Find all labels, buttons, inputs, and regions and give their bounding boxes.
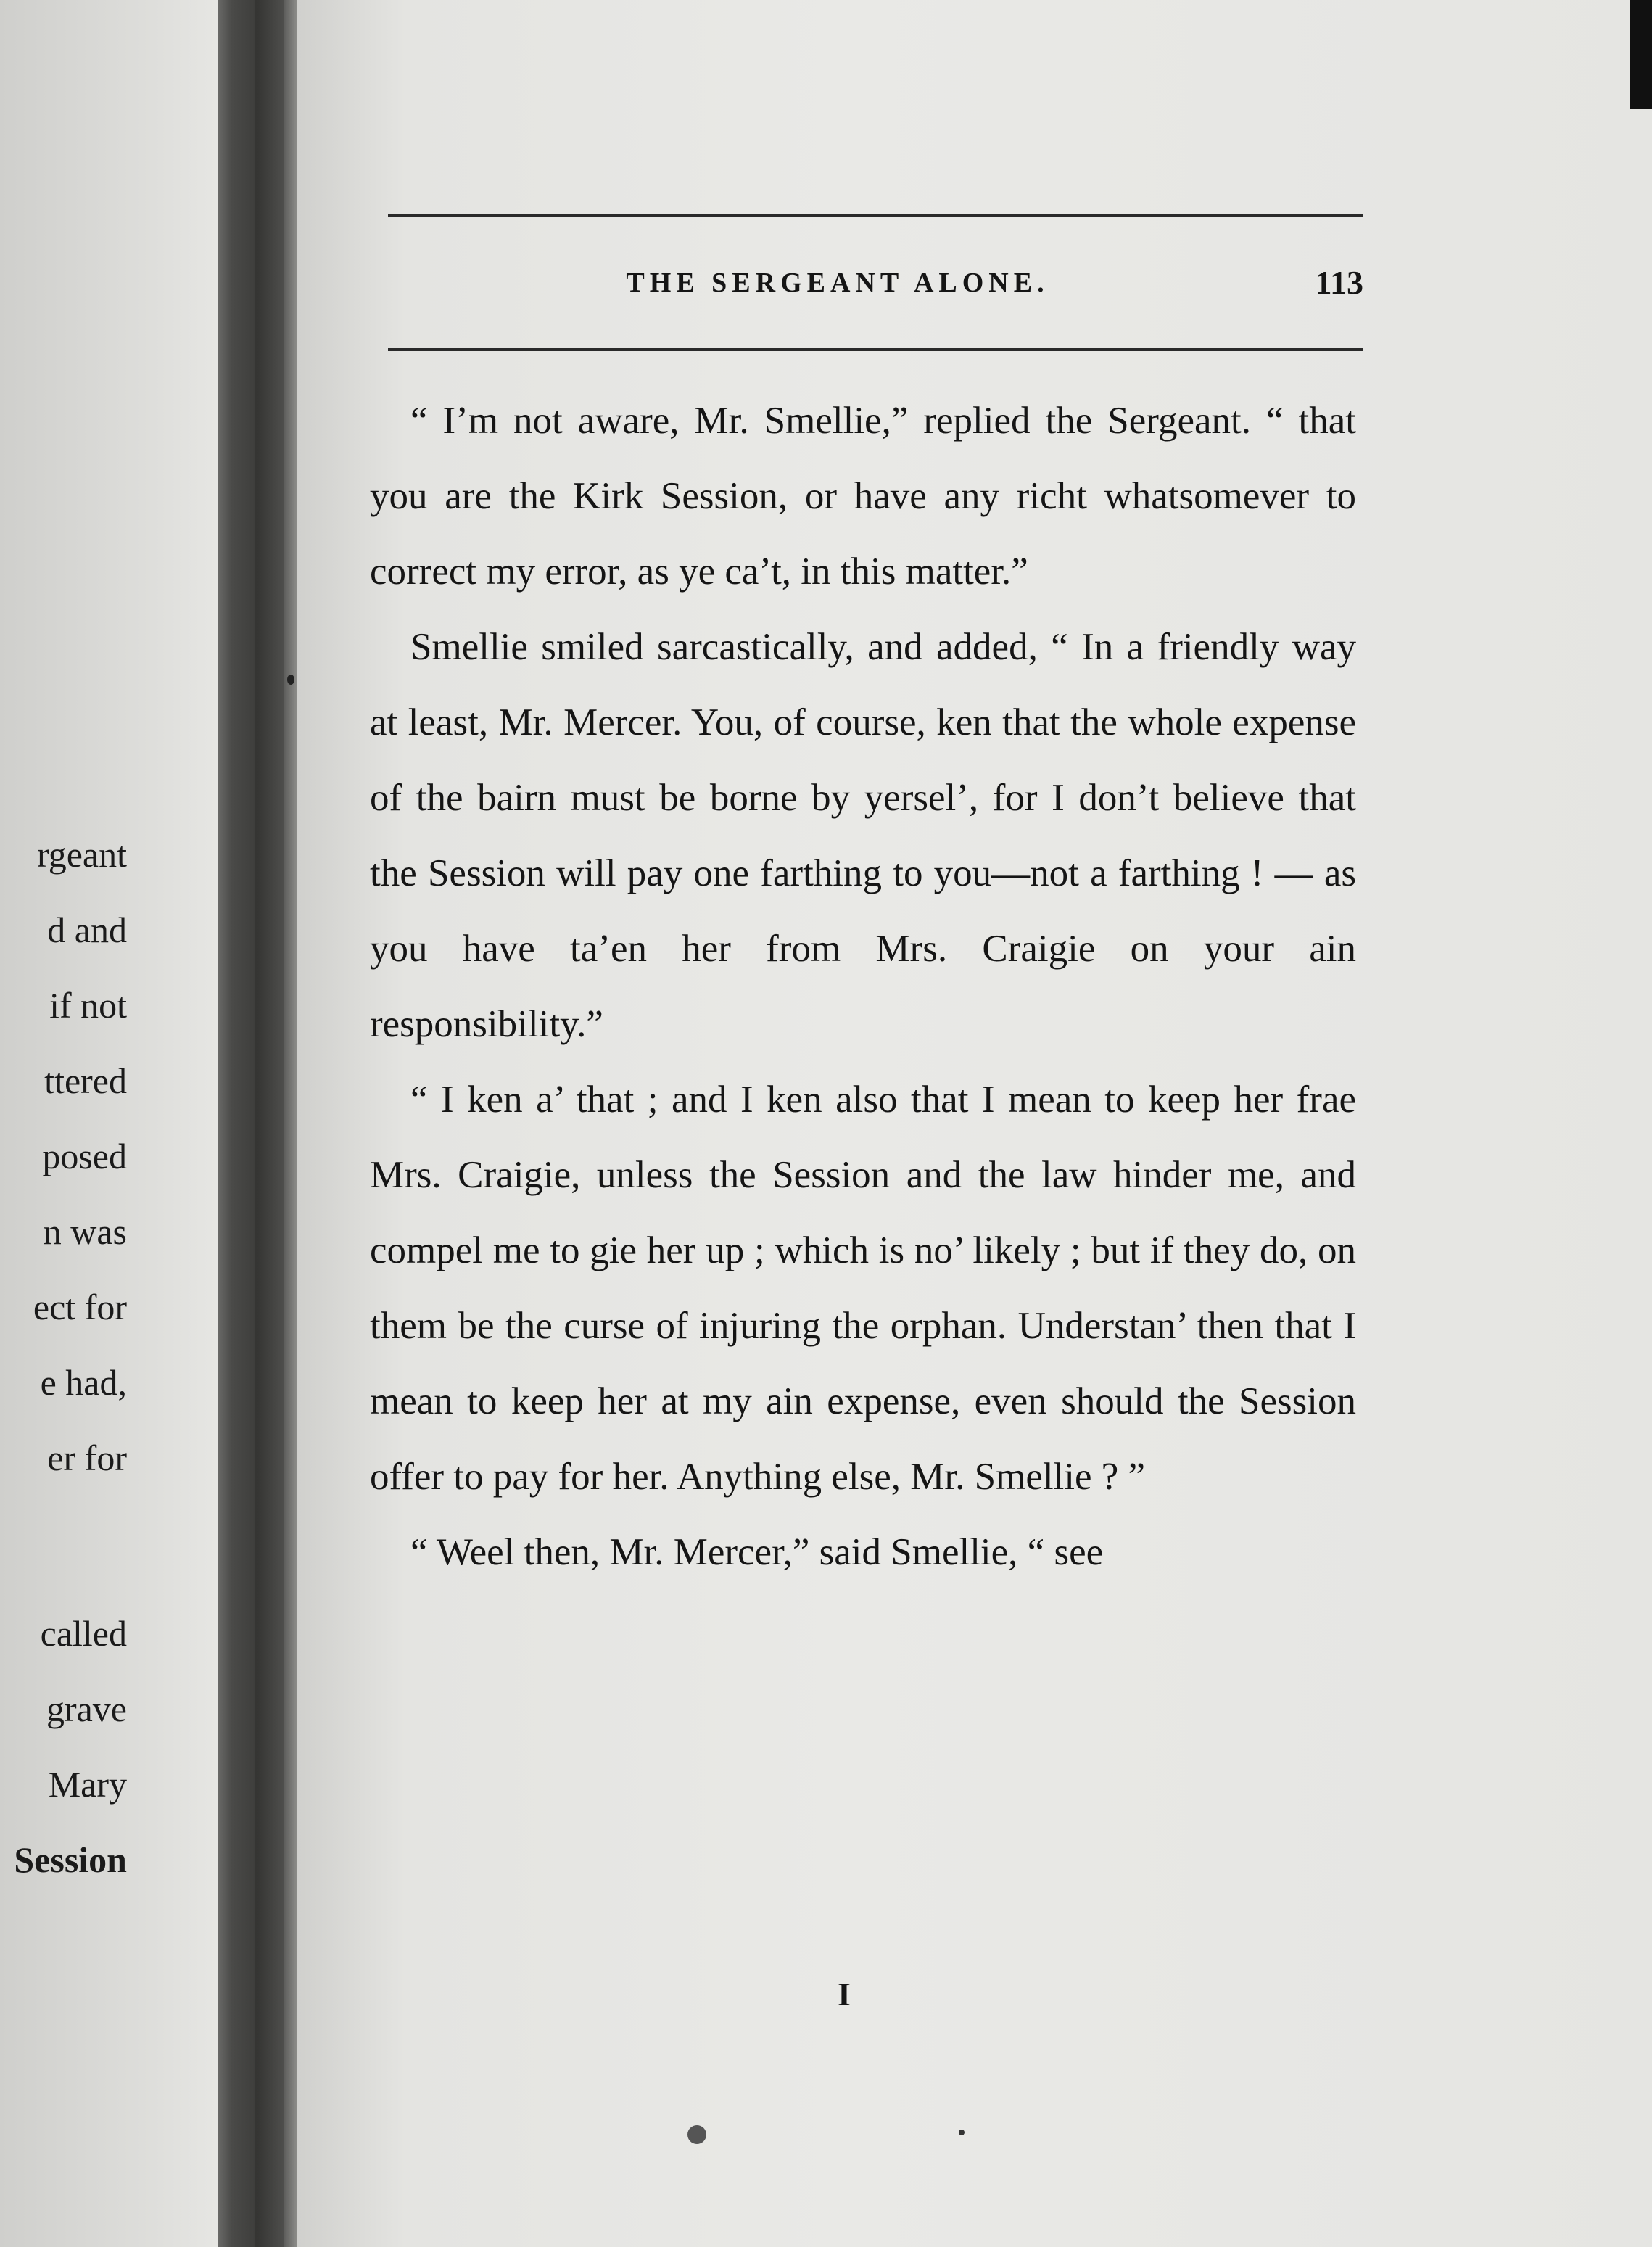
running-head [388, 261, 1363, 305]
left-line-fragment: er for [47, 1438, 127, 1478]
header-rule-top [388, 214, 1363, 217]
header-rule-bottom [388, 348, 1363, 351]
paragraph [370, 609, 1356, 1062]
left-line-fragment: Mary [48, 1764, 127, 1805]
left-line-fragment: e had, [40, 1362, 127, 1403]
page-number: 113 [1315, 264, 1363, 301]
book-gutter-inner-shadow [255, 0, 284, 2247]
ink-speck [287, 675, 294, 685]
left-line-fragment: rgeant [36, 834, 127, 875]
paragraph [370, 1514, 1356, 1590]
left-facing-page [0, 0, 218, 2247]
ink-speck [959, 2130, 965, 2135]
left-line-fragment: grave [46, 1689, 127, 1729]
paragraph [370, 1062, 1356, 1514]
left-line-fragment: Session [14, 1839, 127, 1880]
left-line-fragment: ttered [44, 1060, 127, 1101]
paragraph-text: “ I’m not aware, Mr. Smellie,” replied the Sergeant. “ that you are the Kirk Session, or have any richt whatsomever to correct my error, as ye ca’t, in this matter.” [370, 400, 1356, 593]
ink-speck [687, 2125, 706, 2144]
paragraph-text: “ I ken a’ that ; and I ken also that I mean to keep her frae Mrs. Craigie, unless the Session and the law hinder me, and compel me to gie her up ; which is no’ likely ; but if they do, on them be the curse of injuring the orphan. Understan’ then that I mean to keep her at my ain expense, even should the Session offer to pay for her. Anything else, Mr. Smellie ? ” [370, 1079, 1356, 1498]
left-line-fragment: ect for [33, 1287, 127, 1327]
left-line-fragment: n was [43, 1211, 127, 1252]
running-title: THE SERGEANT ALONE. [626, 268, 1049, 298]
left-line-fragment: called [40, 1613, 127, 1654]
paragraph [370, 383, 1356, 609]
left-line-fragment: if not [49, 985, 127, 1026]
body-text [370, 383, 1356, 1590]
paragraph-text: “ Weel then, Mr. Mercer,” said Smellie, “ see [410, 1531, 1104, 1573]
paragraph-text: Smellie smiled sarcastically, and added, “ In a friendly way at least, Mr. Mercer. You, of course, ken that the whole expense of the bairn must be borne by yersel’, for I don’t believe that the Session will pay one farthing to you—not a farthing ! — as you have ta’en her from Mrs. Craigie on your ain responsibility.” [370, 626, 1356, 1045]
left-line-fragment: posed [42, 1136, 127, 1176]
signature-mark: I [838, 1976, 851, 2013]
scan-edge-mark [1630, 0, 1652, 109]
left-line-fragment: d and [47, 910, 127, 950]
